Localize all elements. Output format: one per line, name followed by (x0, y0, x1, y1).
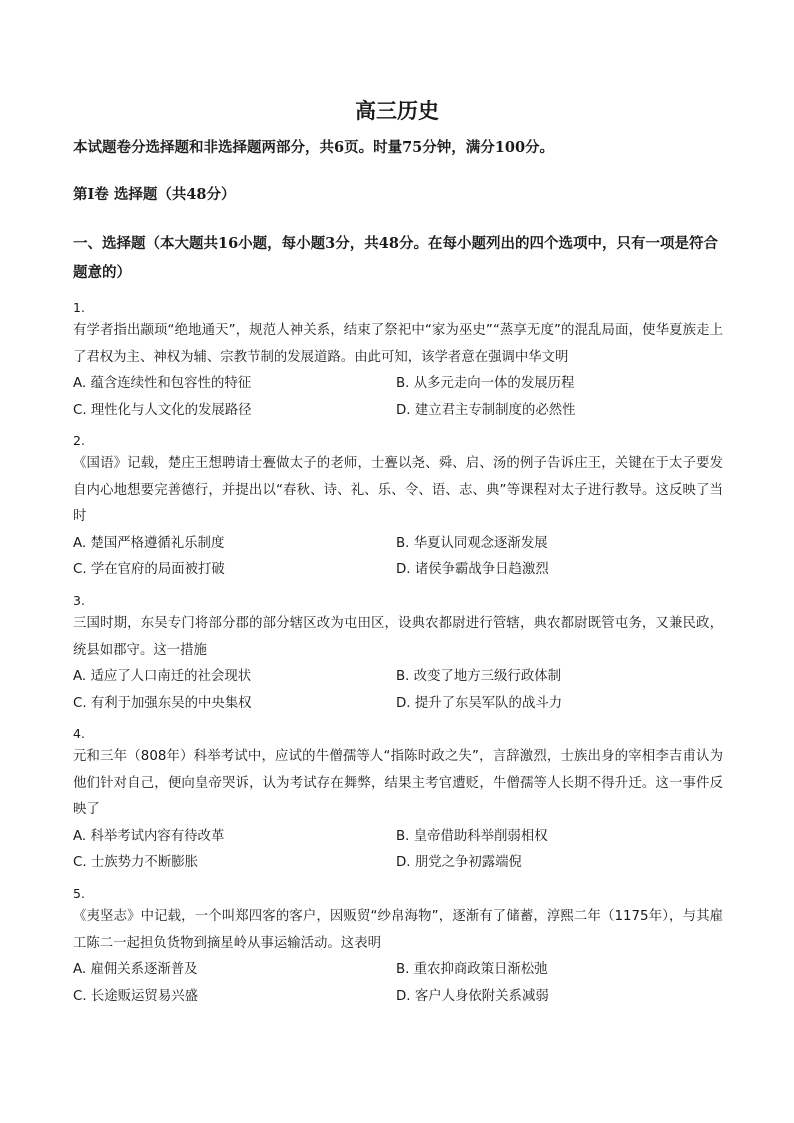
option-d[interactable]: D. 客户人身依附关系减弱 (396, 988, 549, 1004)
option-c[interactable]: C. 理性化与人文化的发展路径 (73, 402, 252, 418)
question-stem: 有学者指出颛顼“绝地通天”，规范人神关系，结束了祭祀中“家为巫史”“蒸享无度”的混乱局面，使华夏族走上了君权为主、神权为辅、宗教节制的发展道路。由此可知，该学者意在强调中华文明 (73, 323, 723, 365)
options-grid (73, 371, 723, 424)
question-stem: 《国语》记载，楚庄王想聘请士亹做太子的老师，士亹以尧、舜、启、汤的例子告诉庄王，关键在于太子要发自内心地想要完善德行，并提出以“春秋、诗、礼、乐、令、语、志、典”等课程对太子进行教导。这反映了当时 (73, 456, 723, 524)
option-a[interactable]: A. 蕴含连续性和包容性的特征 (73, 376, 252, 391)
option-d[interactable]: D. 朋党之争初露端倪 (396, 855, 522, 870)
question-2 (73, 431, 723, 584)
section-title: 一、选择题（本大题共16小题，每小题3分，共48分。在每小题列出的四个选项中，只有一项是符合题意的） (73, 235, 718, 281)
question-number: 4. (73, 726, 85, 741)
option-c[interactable]: C. 有利于加强东吴的中央集权 (73, 695, 252, 711)
option-a[interactable]: A. 科举考试内容有待改革 (73, 828, 225, 844)
option-d[interactable]: D. 建立君主专制制度的必然性 (396, 402, 576, 418)
option-b[interactable]: B. 重农抑商政策日渐松弛 (396, 962, 548, 977)
question-number: 5. (73, 886, 85, 901)
option-a[interactable]: A. 雇佣关系逐渐普及 (73, 962, 198, 977)
question-number: 1. (73, 300, 85, 315)
option-c[interactable]: C. 学在官府的局面被打破 (73, 562, 225, 577)
option-b[interactable]: B. 华夏认同观念逐渐发展 (396, 535, 548, 551)
options-grid (73, 824, 723, 877)
option-a[interactable]: A. 适应了人口南迁的社会现状 (73, 669, 252, 684)
option-a[interactable]: A. 楚国严格遵循礼乐制度 (73, 535, 225, 551)
document-title: 高三历史 (355, 98, 439, 123)
exam-intro: 本试题卷分选择题和非选择题两部分，共6页。时量75分钟，满分100分。 (73, 139, 555, 156)
option-c[interactable]: C. 士族势力不断膨胀 (73, 855, 198, 870)
part-title: 第Ⅰ卷 选择题（共48分） (73, 186, 236, 203)
question-stem: 元和三年（808年）科举考试中，应试的牛僧孺等人“指陈时政之失”，言辞激烈，士族出身的宰相李吉甫认为他们针对自己，便向皇帝哭诉，认为考试存在舞弊，结果主考官遭贬，牛僧孺等人长期不得升迁。这一事件反映了 (73, 749, 723, 817)
question-5 (73, 884, 723, 1010)
question-3 (73, 591, 723, 717)
option-c[interactable]: C. 长途贩运贸易兴盛 (73, 988, 198, 1004)
question-stem: 三国时期，东吴专门将部分郡的部分辖区改为屯田区，设典农都尉进行管辖，典农都尉既管屯务，又兼民政，统县如郡守。这一措施 (73, 616, 723, 658)
option-b[interactable]: B. 皇帝借助科举削弱相权 (396, 828, 548, 844)
question-1 (73, 298, 723, 424)
option-b[interactable]: B. 改变了地方三级行政体制 (396, 669, 561, 684)
options-grid (73, 957, 723, 1010)
question-stem: 《夷坚志》中记载，一个叫郑四客的客户，因贩贸“纱帛海物”，逐渐有了储蓄，淳熙二年（1175年），与其雇工陈二一起担负货物到摘星岭从事运输活动。这表明 (73, 909, 723, 951)
option-d[interactable]: D. 诸侯争霸战争日趋激烈 (396, 562, 549, 577)
options-grid (73, 664, 723, 717)
option-d[interactable]: D. 提升了东吴军队的战斗力 (396, 695, 563, 711)
options-grid (73, 531, 723, 584)
question-4 (73, 724, 723, 877)
option-b[interactable]: B. 从多元走向一体的发展历程 (396, 376, 575, 391)
question-number: 3. (73, 593, 85, 608)
question-number: 2. (73, 433, 85, 448)
